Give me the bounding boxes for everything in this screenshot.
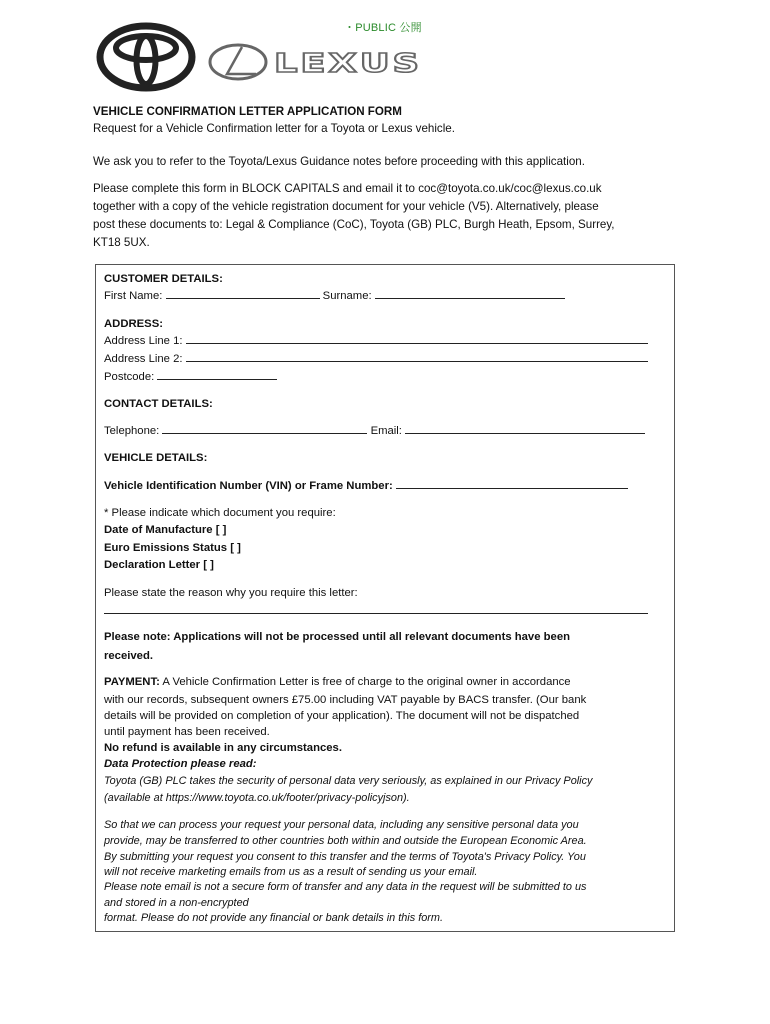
application-form-box — [95, 264, 675, 932]
toyota-logo — [100, 26, 192, 88]
data-protection-heading: Data Protection please read: — [104, 758, 257, 770]
option-label: Euro Emissions Status — [104, 542, 228, 554]
vehicle-heading: VEHICLE DETAILS: — [104, 452, 208, 464]
option-date-of-manufacture — [104, 522, 226, 539]
dp-line-7: Please note email is not a secure form of transfer and any data in the request will be submitted to us — [104, 881, 587, 893]
instructions-line-2: together with a copy of the vehicle registration document for your vehicle (V5). Alternatively, please — [93, 200, 599, 213]
dp-line-1: Toyota (GB) PLC takes the security of personal data very seriously, as explained in our Privacy Policy — [104, 775, 593, 787]
payment-label: PAYMENT: — [104, 676, 160, 688]
option-label: Date of Manufacture — [104, 524, 213, 536]
customer-heading: CUSTOMER DETAILS: — [104, 273, 223, 285]
option-label: Declaration Letter — [104, 559, 201, 571]
telephone-label: Telephone: — [104, 425, 160, 437]
form-subtitle: Request for a Vehicle Confirmation letter for a Toyota or Lexus vehicle. — [93, 122, 455, 135]
address-line-2-field[interactable] — [186, 351, 648, 362]
first-name-label: First Name: — [104, 290, 163, 302]
option-checkbox[interactable]: [ ] — [203, 559, 214, 571]
telephone-field[interactable] — [162, 423, 367, 434]
postcode-label: Postcode: — [104, 371, 155, 383]
surname-field[interactable] — [375, 288, 565, 299]
postcode-row — [104, 369, 277, 386]
payment-text-1: A Vehicle Confirmation Letter is free of charge to the original owner in accordance — [162, 676, 571, 688]
classification-label: ・PUBLIC 公開 — [344, 22, 422, 34]
contact-heading: CONTACT DETAILS: — [104, 398, 213, 410]
option-checkbox[interactable]: [ ] — [230, 542, 241, 554]
brand-logos — [96, 22, 426, 92]
instructions-line-4: KT18 5UX. — [93, 236, 150, 249]
surname-label: Surname: — [322, 290, 372, 302]
dp-line-9: format. Please do not provide any financial or bank details in this form. — [104, 912, 443, 924]
email-field[interactable] — [405, 423, 645, 434]
payment-line-1 — [104, 674, 571, 691]
address-line-2-label: Address Line 2: — [104, 353, 183, 365]
address-line-1-label: Address Line 1: — [104, 335, 183, 347]
guidance-text: We ask you to refer to the Toyota/Lexus Guidance notes before proceeding with this application. — [93, 155, 585, 168]
address-line-1-row — [104, 333, 648, 350]
document-prompt: * Please indicate which document you require: — [104, 507, 336, 519]
address-line-1-field[interactable] — [186, 333, 648, 344]
option-checkbox[interactable]: [ ] — [215, 524, 227, 536]
vin-label: Vehicle Identification Number (VIN) or Frame Number: — [104, 480, 393, 492]
lexus-wordmark: LEXUS — [274, 49, 422, 79]
dp-line-2: (available at https://www.toyota.co.uk/footer/privacy-policyjson). — [104, 792, 410, 804]
payment-line-2: with our records, subsequent owners £75.00 including VAT payable by BACS transfer. (Our bank — [104, 694, 587, 706]
dp-line-8: and stored in a non-encrypted — [104, 897, 249, 909]
dp-line-5: By submitting your request you consent to this transfer and the terms of Toyota's Privacy Policy. You — [104, 851, 586, 863]
reason-label: Please state the reason why you require this letter: — [104, 587, 358, 599]
instructions-line-3: post these documents to: Legal & Compliance (CoC), Toyota (GB) PLC, Burgh Heath, Epsom, Surrey, — [93, 218, 615, 231]
form-title: VEHICLE CONFIRMATION LETTER APPLICATION FORM — [93, 105, 402, 118]
no-refund-text: No refund is available in any circumstances. — [104, 742, 342, 754]
note-line-1: Please note: Applications will not be processed until all relevant documents have been — [104, 631, 571, 643]
postcode-field[interactable] — [157, 369, 277, 380]
address-line-2-row — [104, 351, 648, 368]
payment-line-3: details will be provided on completion of your application). The document will not be dispatched — [104, 710, 580, 722]
vin-field[interactable] — [396, 478, 628, 489]
option-euro-emissions-status — [104, 540, 241, 557]
email-label: Email: — [370, 425, 402, 437]
vin-row — [104, 478, 628, 495]
first-name-field[interactable] — [166, 288, 320, 299]
reason-row — [104, 603, 648, 620]
note-line-2: received. — [104, 650, 153, 662]
dp-line-4: provide, may be transferred to other countries both within and outside the European Economic Area. — [104, 835, 587, 847]
lexus-logo — [210, 45, 422, 79]
name-row — [104, 288, 565, 305]
address-heading: ADDRESS: — [104, 318, 163, 330]
reason-field[interactable] — [104, 603, 648, 614]
instructions-line-1: Please complete this form in BLOCK CAPITALS and email it to coc@toyota.co.uk/coc@lexus.co.uk — [93, 182, 602, 195]
dp-line-6: will not receive marketing emails from us as a result of sending us your email. — [104, 866, 478, 878]
dp-line-3: So that we can process your request your personal data, including any sensitive personal data you — [104, 819, 579, 831]
option-declaration-letter — [104, 557, 214, 574]
contact-row — [104, 423, 645, 440]
payment-line-4: until payment has been received. — [104, 726, 270, 738]
